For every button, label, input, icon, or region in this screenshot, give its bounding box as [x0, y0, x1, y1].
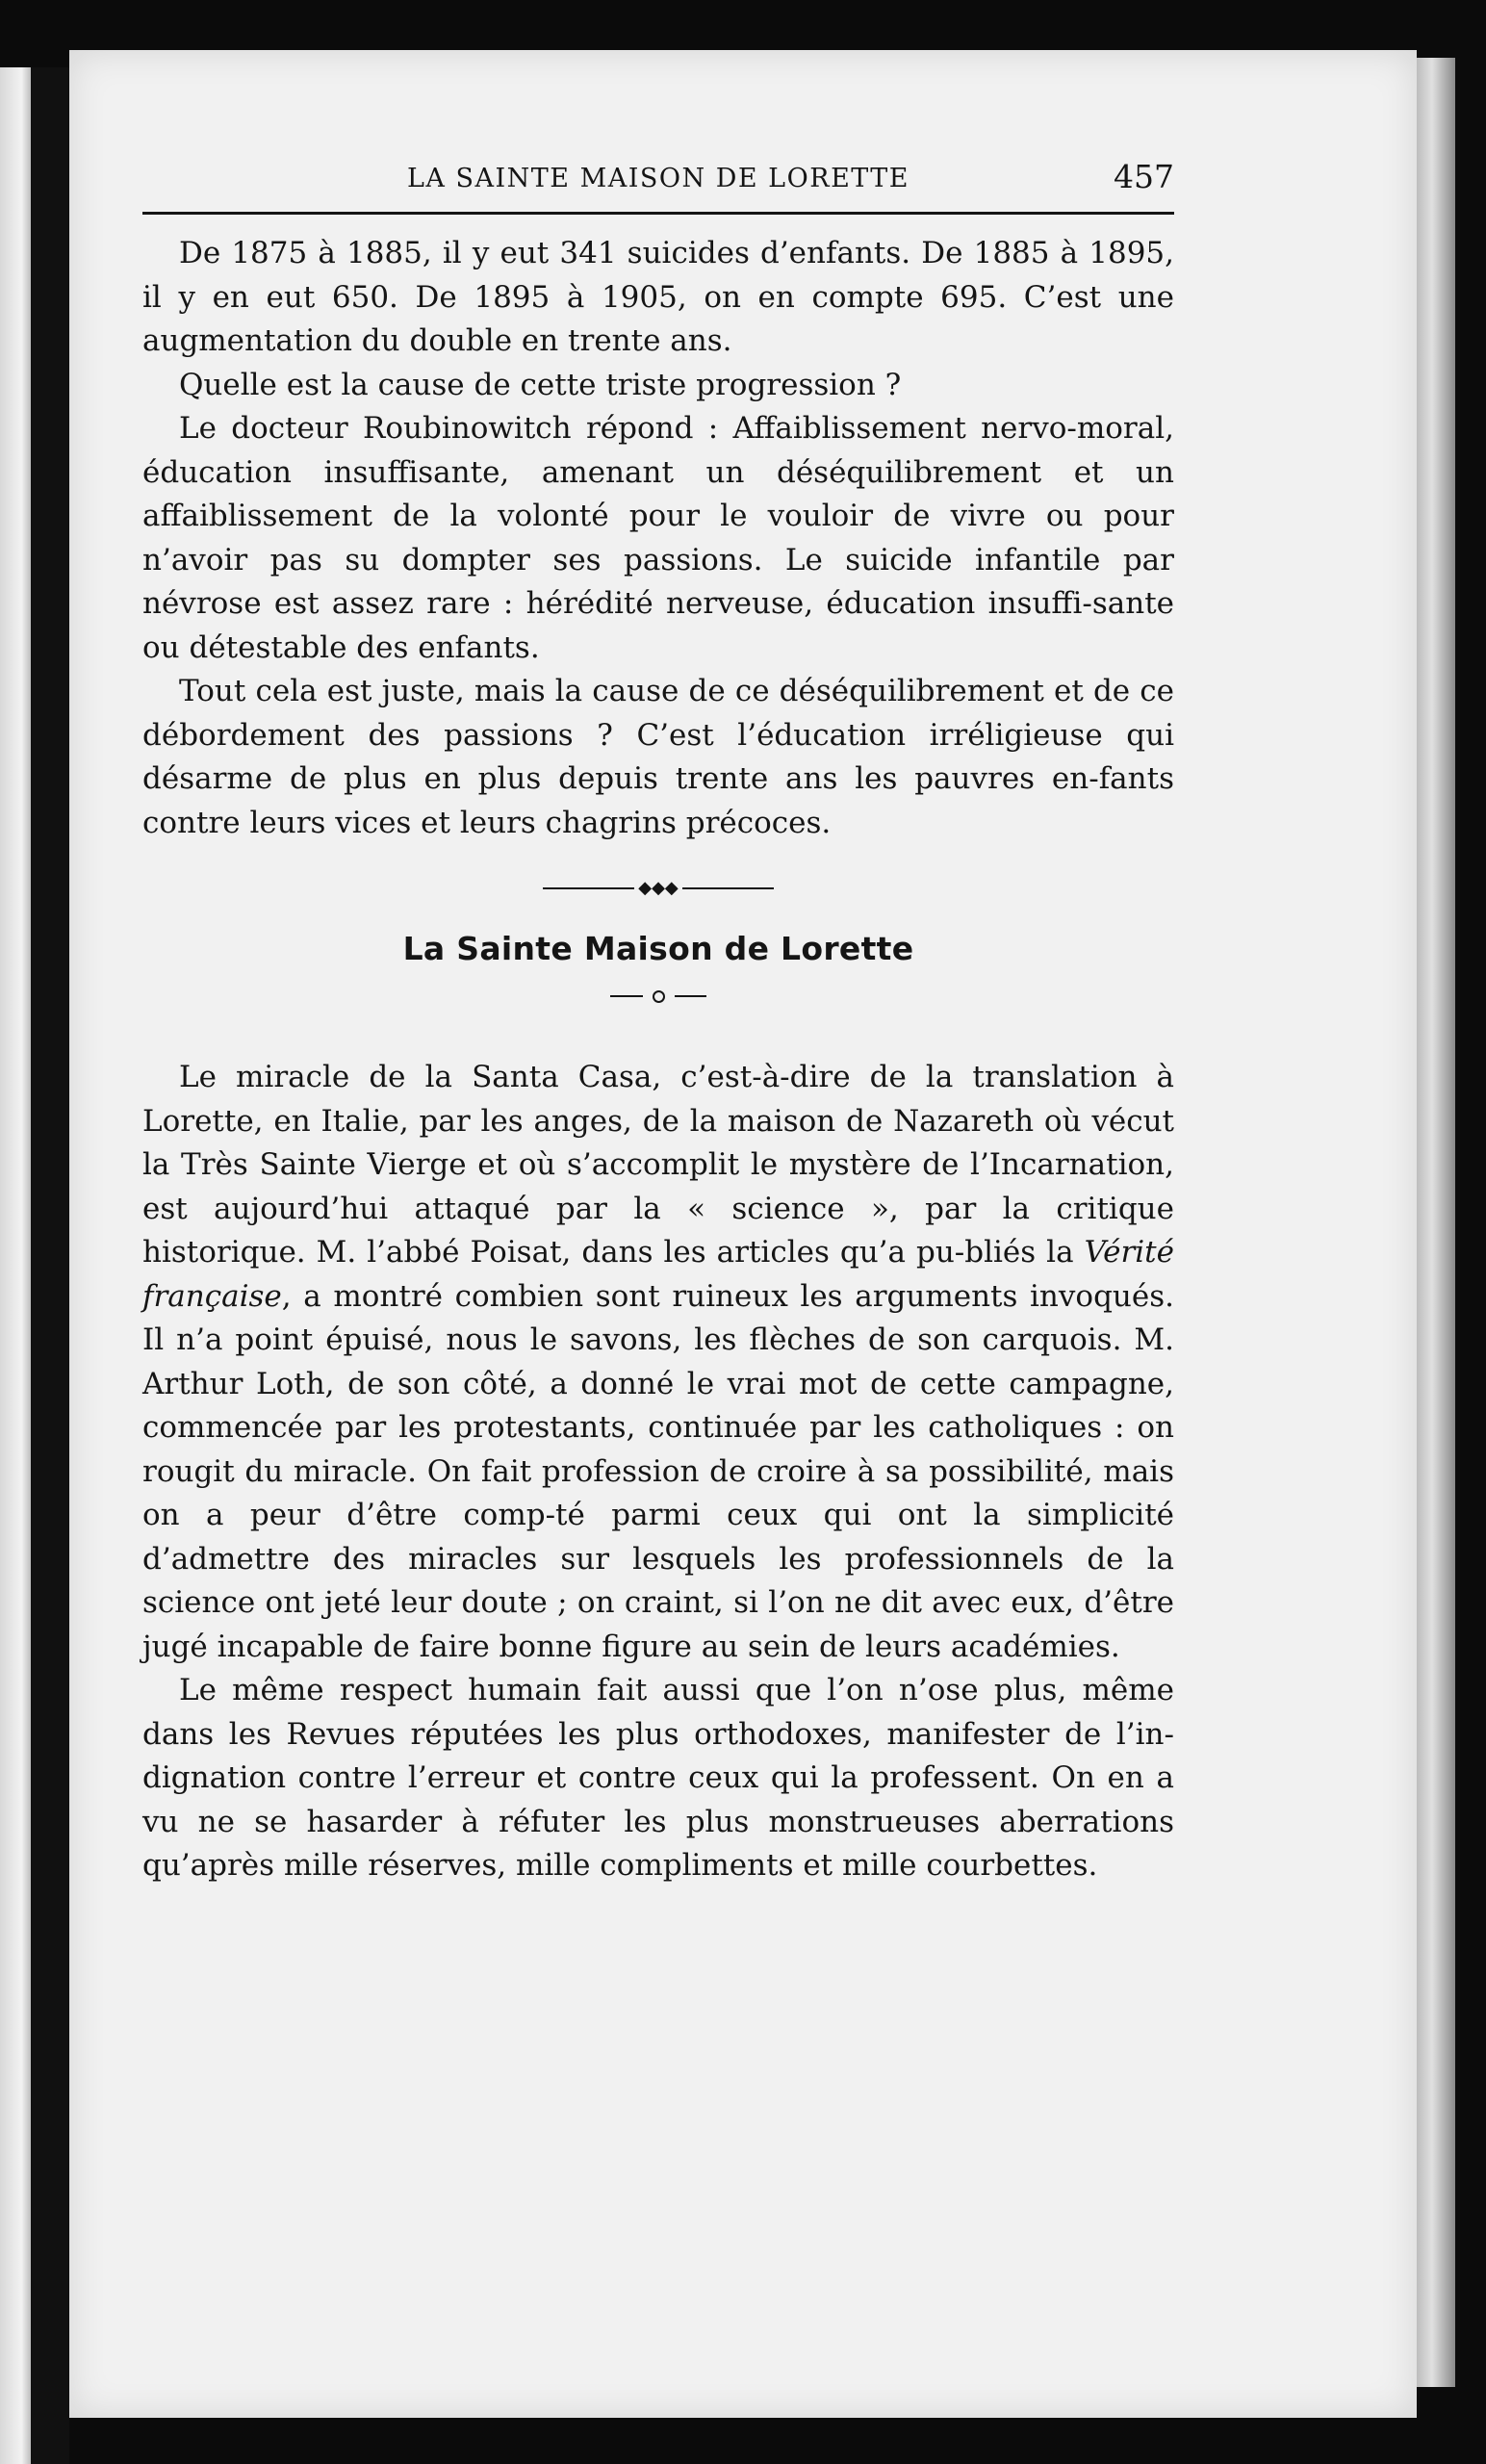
- ornament-knot: ◆◆◆: [638, 878, 679, 898]
- page-content: [142, 154, 1174, 1888]
- previous-page-edge: [0, 67, 31, 2464]
- paragraph-text: , a montré combien sont ruineux les arguments invoqués. Il n’a point épuisé, nous le savons, les flèches de son carquois. M. Arthur Loth, de son côté, a donné le vrai mot de cette campagne, commencée par les protestants, continuée par les catholiques : on rougit du miracle. On fait profession de croire à sa possibilité, mais on a peur d’être comp-té parmi ceux qui ont la simplicité d’admettre des miracles sur lesquels les professionnels de la science ont jeté leur doute ; on craint, si l’on ne dit avec eux, d’être jugé incapable de faire bonne figure au sein de leurs académies.: [142, 1278, 1174, 1664]
- page-number: 457: [1114, 158, 1174, 195]
- paragraph-text: Le miracle de la Santa Casa, c’est-à-dire de la translation à Lorette, en Italie, par les anges, de la maison de Nazareth où vécut la Très Sainte Vierge et où s’accomplit le mystère de l’Incarnation, est aujourd’hui attaqué par la « science », par la critique historique. M. l’abbé Poisat, dans les articles qu’a pu-bliés la: [142, 1060, 1174, 1270]
- separator-line-right: [675, 995, 707, 997]
- italic-title: Vérité française: [142, 1235, 1174, 1314]
- separator-circle: [653, 990, 665, 1003]
- paragraph: Le même respect humain fait aussi que l’on n’ose plus, même dans les Revues réputées les plus orthodoxes, manifester de l’in-dignation contre l’erreur et contre ceux qui la professent. On en a vu ne se hasarder à réfuter les plus monstrueuses aberrations qu’après mille réserves, mille compliments et mille courbettes.: [142, 1673, 1174, 1883]
- book-gutter: [31, 67, 69, 2464]
- paragraph: De 1875 à 1885, il y eut 341 suicides d’enfants. De 1885 à 1895, il y en eut 650. De 1895 à 1905, on en compte 695. C’est une augmentation du double en trente ans.: [142, 236, 1174, 358]
- section-lorette: [142, 1056, 1174, 1888]
- page-edge-shadow: [1417, 58, 1455, 2387]
- running-title: LA SAINTE MAISON DE LORETTE: [406, 164, 910, 193]
- running-head: [142, 154, 1174, 215]
- paragraph: [142, 1056, 1174, 1669]
- paragraph: Le docteur Roubinowitch répond : Affaiblissement nervo-moral, éducation insuffisante, amenant un déséquilibrement et un affaiblissement de la volonté pour le vouloir de vivre ou pour n’avoir pas su dompter ses passions. Le suicide infantile par névrose est assez rare : hérédité nerveuse, éducation insuffi-sante ou détestable des enfants.: [142, 411, 1174, 665]
- separator-line-left: [610, 995, 643, 997]
- paragraph: Quelle est la cause de cette triste progression ?: [179, 367, 902, 402]
- section-ornament: [543, 876, 774, 901]
- section-title: La Sainte Maison de Lorette: [402, 930, 914, 967]
- section-suicides: [142, 232, 1174, 845]
- ornament-line-right: [682, 887, 774, 889]
- title-separator: [610, 985, 706, 1008]
- paragraph: Tout cela est juste, mais la cause de ce déséquilibrement et de ce débordement des passions ? C’est l’éducation irréligieuse qui désarme de plus en plus depuis trente ans les pauvres en-fants contre leurs vices et leurs chagrins précoces.: [142, 674, 1174, 840]
- ornament-line-left: [543, 887, 634, 889]
